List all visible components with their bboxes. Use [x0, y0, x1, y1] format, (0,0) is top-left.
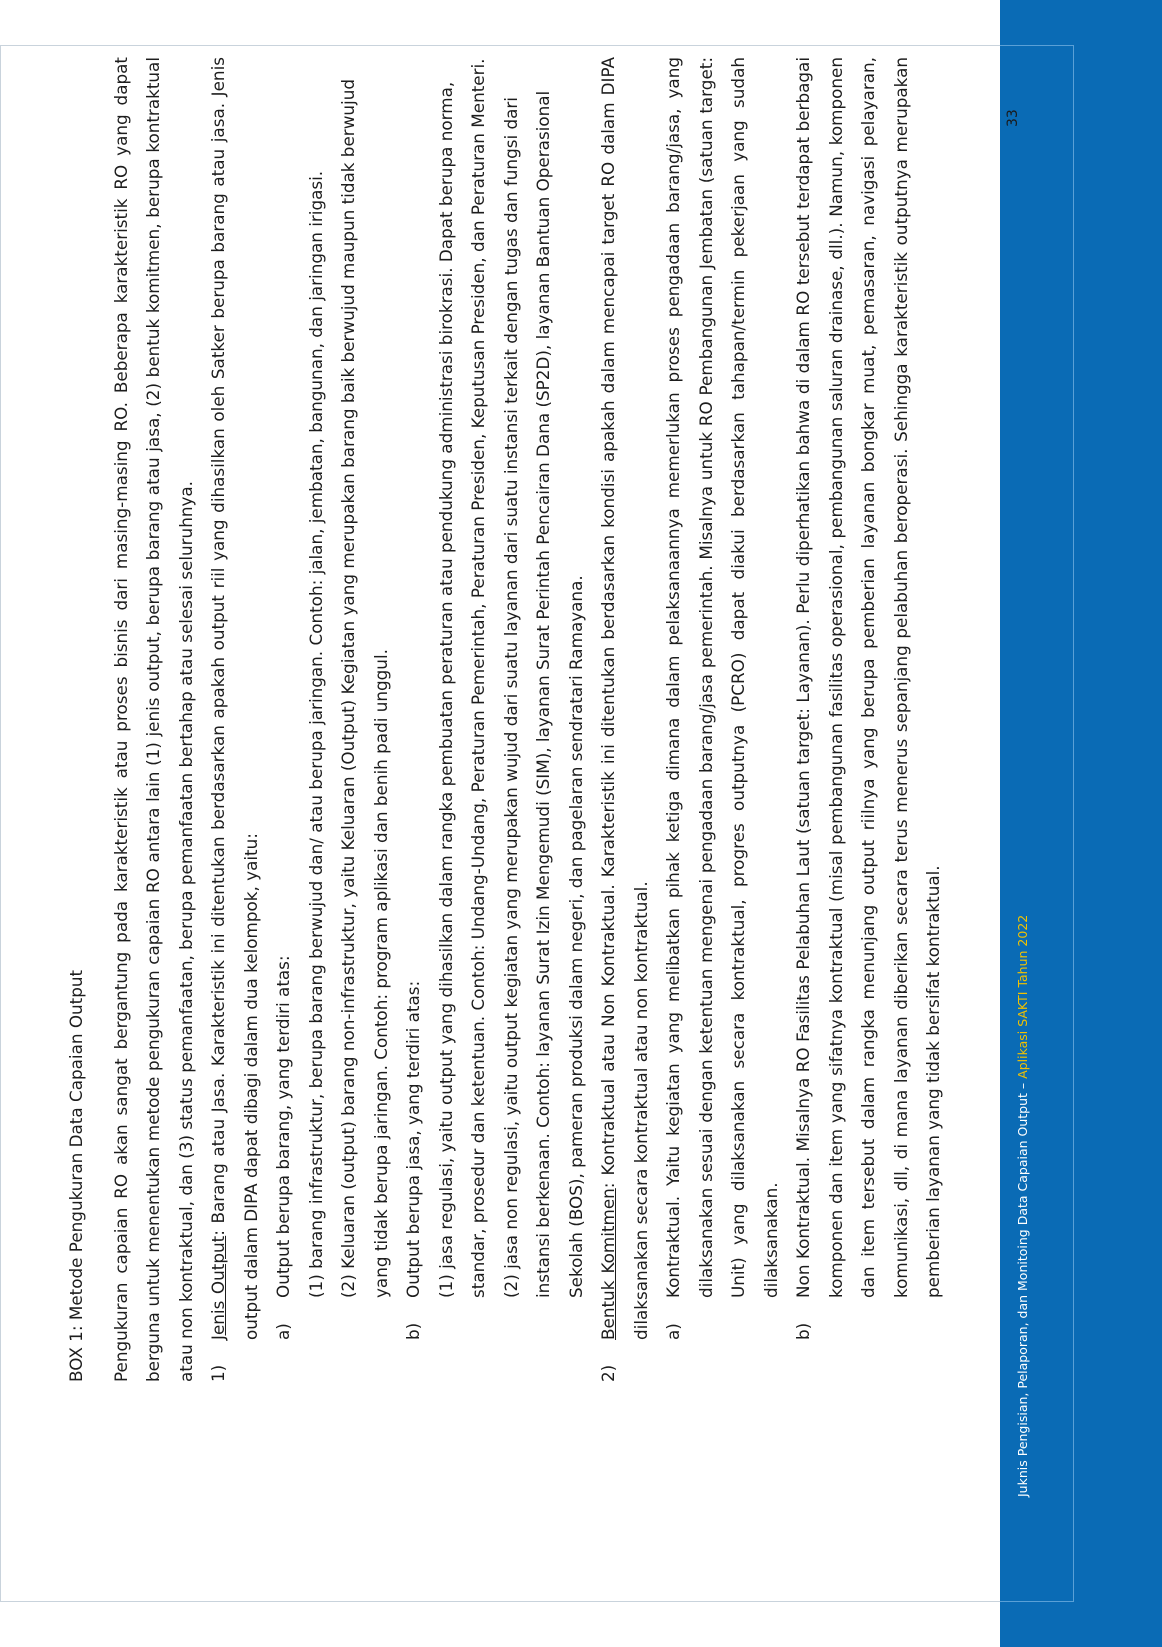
sub-item-jasa [397, 57, 592, 1340]
section-text: : Kontraktual atau Non Kontraktual. Karakteristik ini ditentukan berdasarkan kondisi apakah dalam mencapai target RO dalam DIPA dilaksanakan secara kontraktual atau non kontraktual. [598, 57, 651, 1340]
sub-text: Kontraktual. Yaitu kegiatan yang melibatkan pihak ketiga dimana dalam pelaksanaannya memerlukan proses pengadaan barang/jasa, yang dilaksanakan sesuai dengan ketentuan mengenai pengadaan barang/jasa pemerintah. Misalnya untuk RO Pembangunan Jembatan (satuan target: Unit) yang dilaksanakan secara kontraktual, progres outputnya (PCRO) dapat diakui berdasarkan tahapan/termin pekerjaan yang sudah dilaksanakan. [663, 57, 781, 1298]
sub-letter: b) [403, 1322, 423, 1340]
section-number: 2) [598, 1364, 618, 1382]
sub-line: (2) jasa non regulasi, yaitu output kegiatan yang merupakan wujud dari suatu layanan dari suatu instansi terkait dengan tugas dan fungsi dari instansi berkenaan. Contoh: layanan Surat Izin Mengemudi (SIM), layanan Surat Perintah Pencairan Dana (SP2D), layanan Bantuan Operasional Sekolah (BOS), pameran produksi dalam negeri, dan pagelaran sendratari Ramayana. [500, 90, 586, 1298]
section-jenis-output [202, 57, 592, 1382]
footer-text: Juknis Pengisian, Pelaporan, dan Monitoing Data Capaian Output – [1015, 1078, 1030, 1497]
sub-item-barang [267, 57, 397, 1340]
box-title: BOX 1: Metode Pengukuran Data Capaian Output [66, 969, 86, 1382]
sub-letter: a) [663, 1323, 683, 1340]
sub-item-kontraktual [657, 57, 787, 1340]
sub-text: Output berupa barang, yang terdiri atas: [273, 955, 293, 1298]
box-content [60, 57, 950, 1382]
section-number: 1) [208, 1364, 228, 1382]
section-label: Bentuk Komitmen [598, 1188, 618, 1340]
section-text: : Barang atau Jasa. Karakteristik ini ditentukan berdasarkan apakah output riil yang dihasilkan oleh Satker berupa barang atau jasa. Jenis output dalam DIPA dapat dibagi dalam dua kelompok, yaitu: [208, 57, 261, 1340]
sub-line: (2) Keluaran (output) barang non-infrastruktur, yaitu Keluaran (Output) Kegiatan yang merupakan barang baik berwujud maupun tidak berwujud yang tidak berupa jaringan. Contoh: program aplikasi dan benih padi unggul. [338, 79, 391, 1298]
sub-item-non-kontraktual [787, 57, 950, 1340]
sub-text: Non Kontraktual. Misalnya RO Fasilitas Pelabuhan Laut (satuan target: Layanan). Perlu diperhatikan bahwa di dalam RO tersebut terdapat berbagai komponen dan item yang sifatnya kontraktual (misal pembangunan fasilitas operasional, pembangunan saluran drainase, dll.). Namun, komponen dan item tersebut dalam rangka menunjang output riilnya yang berupa pemberian layanan bongkar muat, pemasaran, navigasi pelayaran, komunikasi, dll, di mana layanan diberikan secara terus menerus sepanjang pelabuhan beroperasi. Sehingga karakteristik outputnya merupakan pemberian layanan yang tidak bersifat kontraktual. [793, 57, 943, 1298]
page-number: 33 [1005, 109, 1021, 127]
sub-text: Output berupa jasa, yang terdiri atas: [403, 980, 423, 1298]
sub-line: (1) jasa regulasi, yaitu output yang dihasilkan dalam rangka pembuatan peraturan atau pendukung administrasi birokrasi. Dapat berupa norma, standar, prosedur dan ketentuan. Contoh: Undang-Undang, Peraturan Pemerintah, Peraturan Presiden, Keputusan Presiden, dan Peraturan Menteri. [435, 58, 488, 1298]
intro-paragraph: Pengukuran capaian RO akan sangat bergantung pada karakteristik atau proses bisnis dari masing-masing RO. Beberapa karakteristik RO yang dapat berguna untuk menentukan metode pengukuran capaian RO antara lain (1) jenis output, berupa barang atau jasa, (2) bentuk komitmen, berupa kontraktual atau non kontraktual, dan (3) status pemanfaatan, berupa pemanfaatan bertahap atau selesai seluruhnya. [110, 57, 196, 1382]
footer [1015, 915, 1030, 1497]
section-label: Jenis Output [208, 1235, 228, 1340]
sub-letter: b) [793, 1322, 813, 1340]
sub-letter: a) [273, 1323, 293, 1340]
section-bentuk-komitmen [592, 57, 950, 1382]
sub-line: (1) barang infrastruktur, berupa barang berwujud dan/ atau berupa jaringan. Contoh: jalan, jembatan, bangunan, dan jaringan irigasi. [305, 170, 326, 1298]
footer-accent: Aplikasi SAKTI Tahun 2022 [1015, 914, 1030, 1079]
